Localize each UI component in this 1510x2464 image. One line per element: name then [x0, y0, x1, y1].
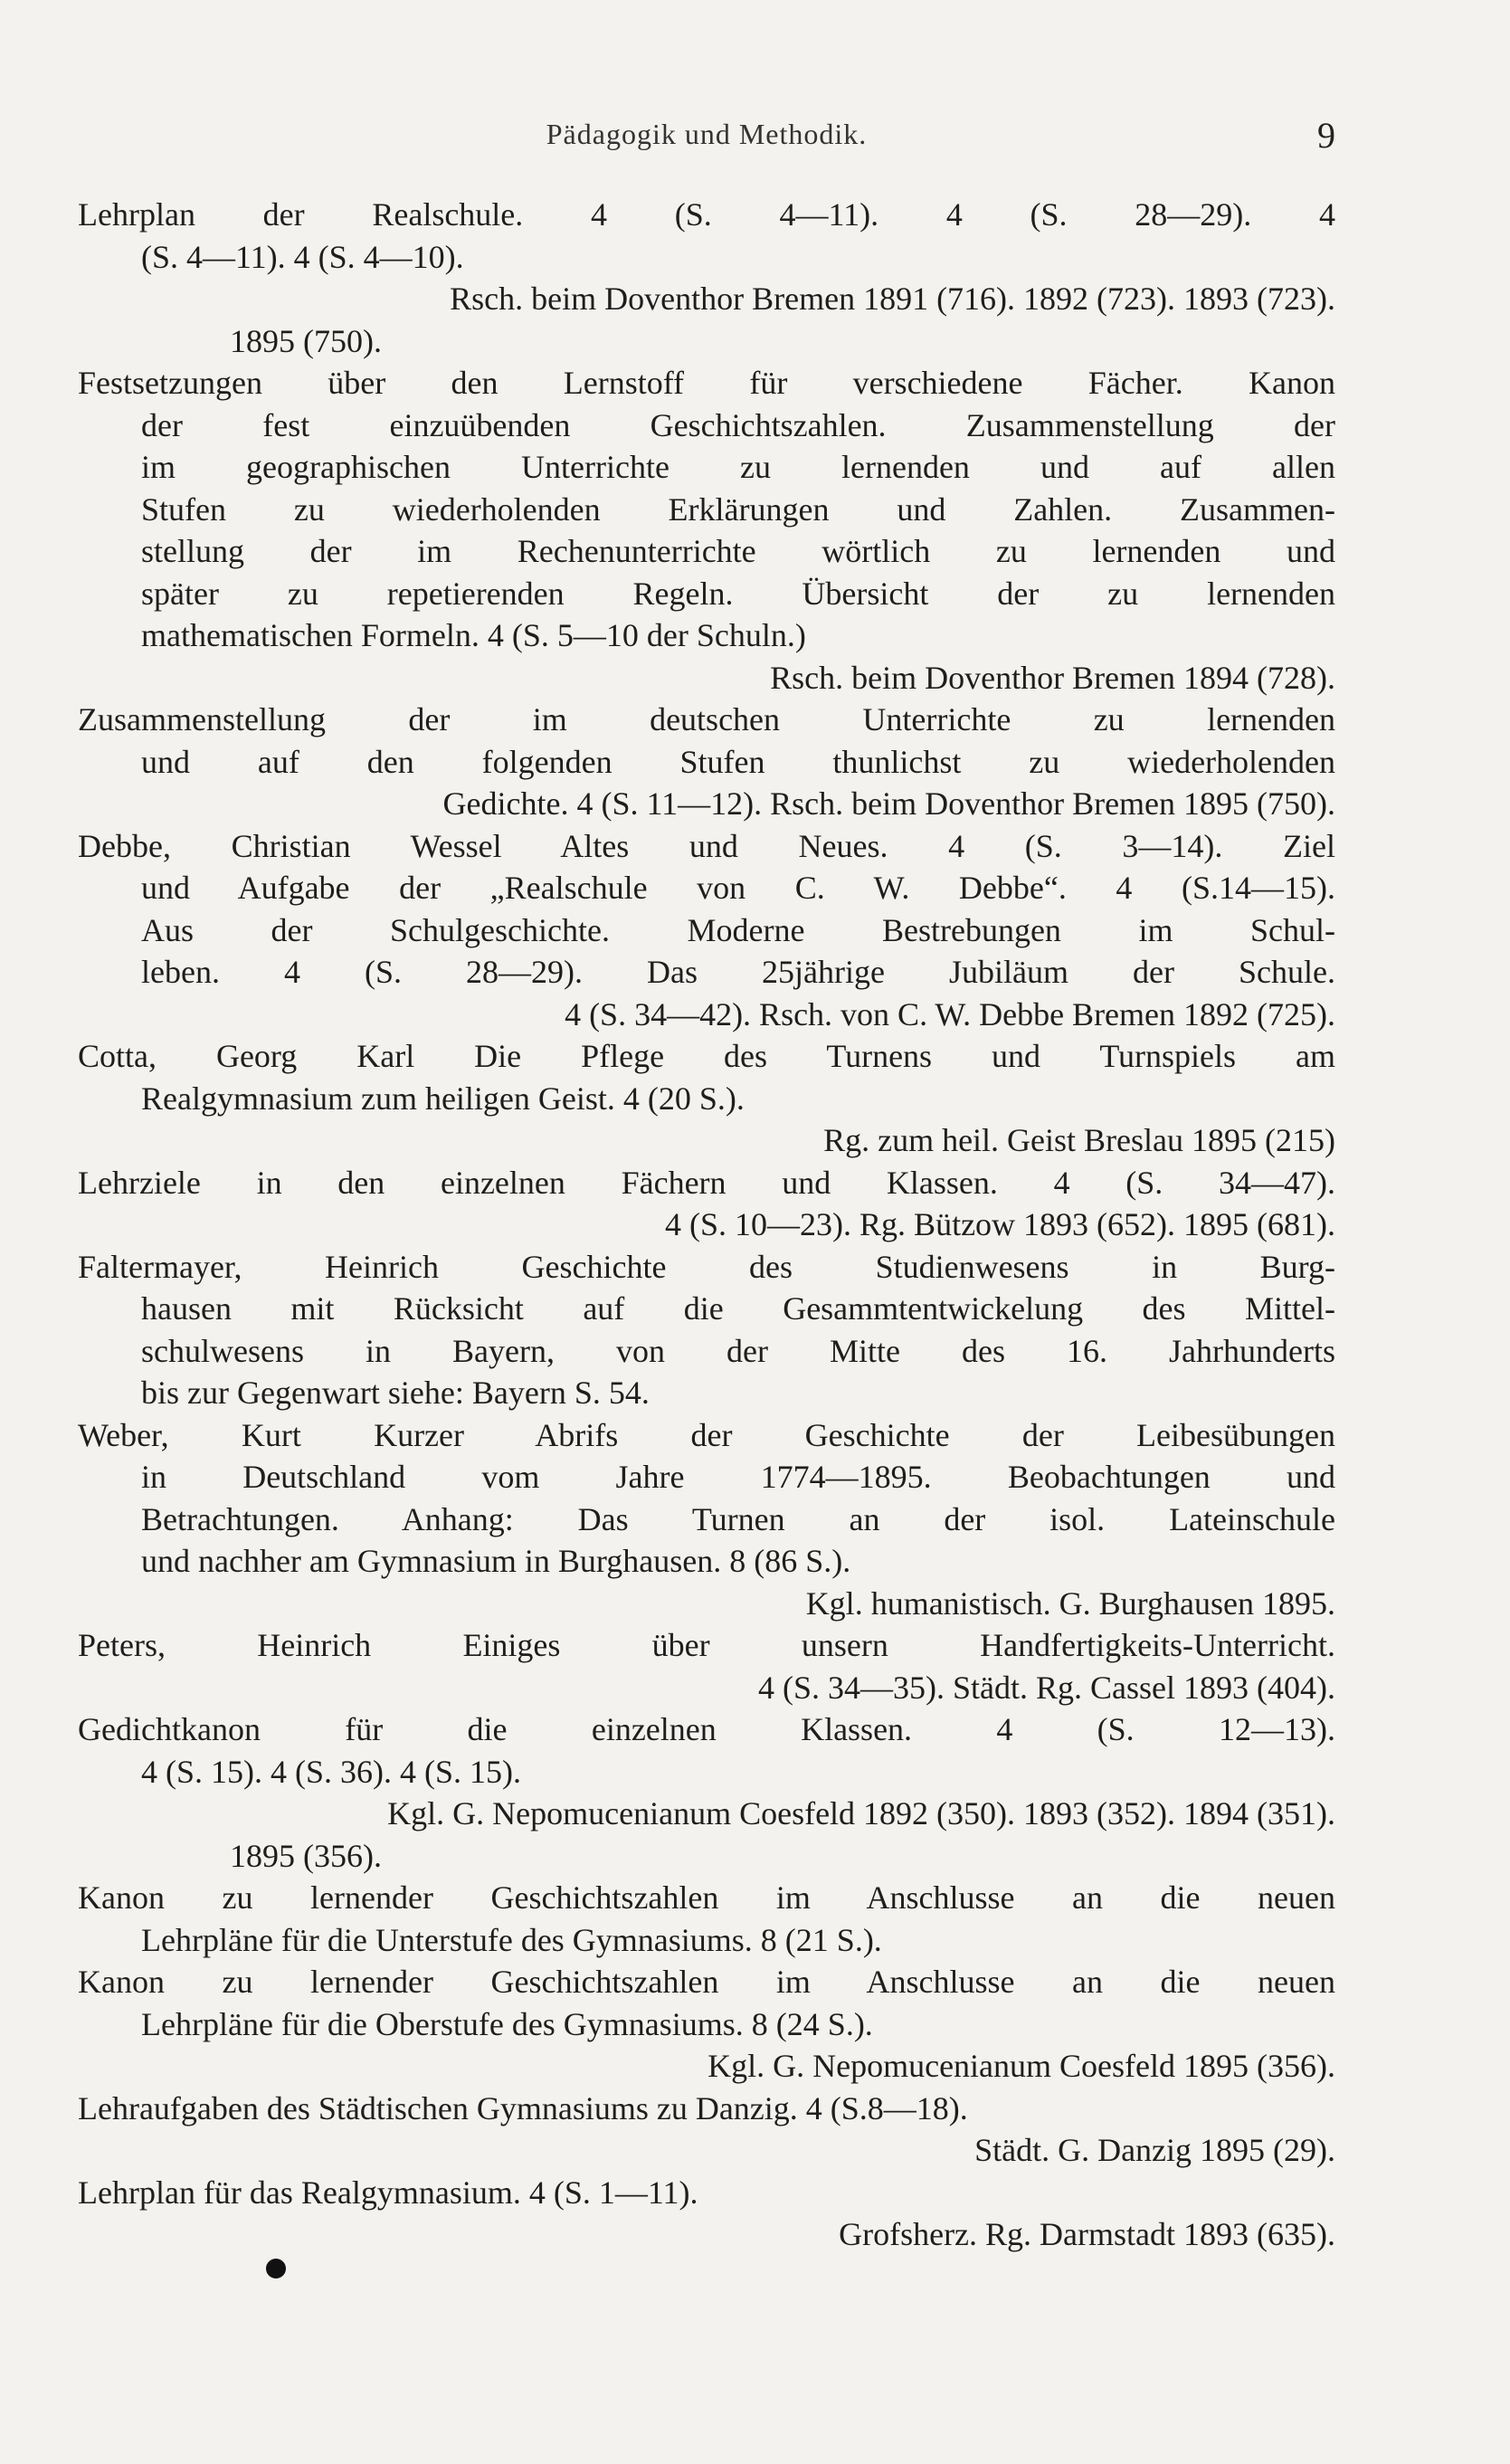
text-line: 4 (S. 34—35). Städt. Rg. Cassel 1893 (404). [758, 1669, 1335, 1706]
text-line: Rsch. beim Doventhor Bremen 1894 (728). [770, 659, 1335, 696]
bullet-dot-icon [266, 2259, 286, 2278]
page-header [78, 109, 1335, 163]
text-line: im geographischen Unterrichte zu lernenden und auf allen [141, 449, 1335, 485]
text-line: der fest einzuübenden Geschichtszahlen. Zusammenstellung der [141, 406, 1335, 443]
running-title: Pädagogik und Methodik. [546, 118, 868, 150]
text-line: 1895 (356). [230, 1837, 382, 1874]
text-line: schulwesens in Bayern, von der Mitte des 16. Jahrhunderts [141, 1332, 1335, 1369]
text-line: 4 (S. 34—42). Rsch. von C. W. Debbe Bremen 1892 (725). [565, 995, 1335, 1032]
text-line: Grofsherz. Rg. Darmstadt 1893 (635). [839, 2216, 1335, 2252]
text-line: 1895 (750). [230, 322, 382, 359]
text-line: stellung der im Rechenunterrichte wörtlich zu lernenden und [141, 533, 1335, 569]
text-line: Rg. zum heil. Geist Breslau 1895 (215) [823, 1122, 1335, 1158]
text-line: bis zur Gegenwart siehe: Bayern S. 54. [141, 1375, 650, 1411]
bibliography-text [78, 194, 1335, 2256]
text-line: Kgl. G. Nepomucenianum Coesfeld 1892 (350). 1893 (352). 1894 (351). [387, 1795, 1335, 1831]
text-line: Cotta, Georg Karl Die Pflege des Turnens und Turnspiels am [78, 1038, 1335, 1074]
text-line: Lehrplan für das Realgymnasium. 4 (S. 1—11). [78, 2174, 698, 2211]
text-line: Stufen zu wiederholenden Erklärungen und Zahlen. Zusammen- [141, 490, 1335, 528]
text-line: Gedichtkanon für die einzelnen Klassen. 4 (S. 12—13). [78, 1711, 1335, 1747]
text-line: und Aufgabe der „Realschule von C. W. Debbe“. 4 (S.14—15). [141, 870, 1335, 906]
text-line: Weber, Kurt Kurzer Abrifs der Geschichte der Leibesübungen [78, 1416, 1335, 1453]
text-line: Debbe, Christian Wessel Altes und Neues. 4 (S. 3—14). Ziel [78, 827, 1335, 864]
text-line: Kanon zu lernender Geschichtszahlen im Anschlusse an die neuen [78, 1879, 1335, 1916]
text-line: 4 (S. 10—23). Rg. Bützow 1893 (652). 1895 (681). [665, 1206, 1335, 1242]
text-line: 4 (S. 15). 4 (S. 36). 4 (S. 15). [141, 1753, 521, 1790]
text-line: Peters, Heinrich Einiges über unsern Handfertigkeits-Unterricht. [78, 1627, 1335, 1663]
text-line: hausen mit Rücksicht auf die Gesammtentwickelung des Mittel- [141, 1290, 1335, 1327]
text-line: mathematischen Formeln. 4 (S. 5—10 der Schuln.) [141, 617, 806, 653]
text-line: Lehrpläne für die Oberstufe des Gymnasiums. 8 (24 S.). [141, 2005, 873, 2042]
text-line: Rsch. beim Doventhor Bremen 1891 (716). 1892 (723). 1893 (723). [450, 281, 1335, 317]
text-line: Kgl. humanistisch. G. Burghausen 1895. [805, 1584, 1335, 1622]
text-line: in Deutschland vom Jahre 1774—1895. Beobachtungen und [141, 1459, 1335, 1495]
page-number: 9 [1317, 115, 1335, 156]
text-line: und auf den folgenden Stufen thunlichst zu wiederholenden [141, 743, 1335, 780]
text-line: Faltermayer, Heinrich Geschichte des Studienwesens in Burg- [78, 1248, 1335, 1285]
text-line: Betrachtungen. Anhang: Das Turnen an der isol. Lateinschule [141, 1500, 1335, 1537]
text-line: (S. 4—11). 4 (S. 4—10). [141, 238, 464, 275]
text-line: Kanon zu lernender Geschichtszahlen im Anschlusse an die neuen [78, 1964, 1335, 2000]
text-line: später zu repetierenden Regeln. Übersicht der zu lernenden [141, 575, 1335, 612]
text-line: Realgymnasium zum heiligen Geist. 4 (20 S.). [141, 1080, 745, 1117]
text-line: Lehrpläne für die Unterstufe des Gymnasiums. 8 (21 S.). [141, 1921, 882, 1958]
text-line: Lehrziele in den einzelnen Fächern und Klassen. 4 (S. 34—47). [78, 1164, 1335, 1201]
text-line: Kgl. G. Nepomucenianum Coesfeld 1895 (356). [708, 2048, 1335, 2084]
text-line: und nachher am Gymnasium in Burghausen. 8 (86 S.). [141, 1543, 851, 1579]
text-line: Lehrplan der Realschule. 4 (S. 4—11). 4 (S. 28—29). 4 [78, 196, 1335, 233]
text-line: Zusammenstellung der im deutschen Unterrichte zu lernenden [78, 701, 1335, 737]
text-line: Lehraufgaben des Städtischen Gymnasiums zu Danzig. 4 (S.8—18). [78, 2089, 968, 2126]
text-line: Städt. G. Danzig 1895 (29). [974, 2132, 1335, 2168]
text-line: Gedichte. 4 (S. 11—12). Rsch. beim Doventhor Bremen 1895 (750). [442, 785, 1335, 822]
text-line: leben. 4 (S. 28—29). Das 25jährige Jubiläum der Schule. [141, 954, 1335, 990]
text-line: Festsetzungen über den Lernstoff für verschiedene Fächer. Kanon [78, 365, 1335, 401]
text-line: Aus der Schulgeschichte. Moderne Bestrebungen im Schul- [141, 911, 1335, 948]
